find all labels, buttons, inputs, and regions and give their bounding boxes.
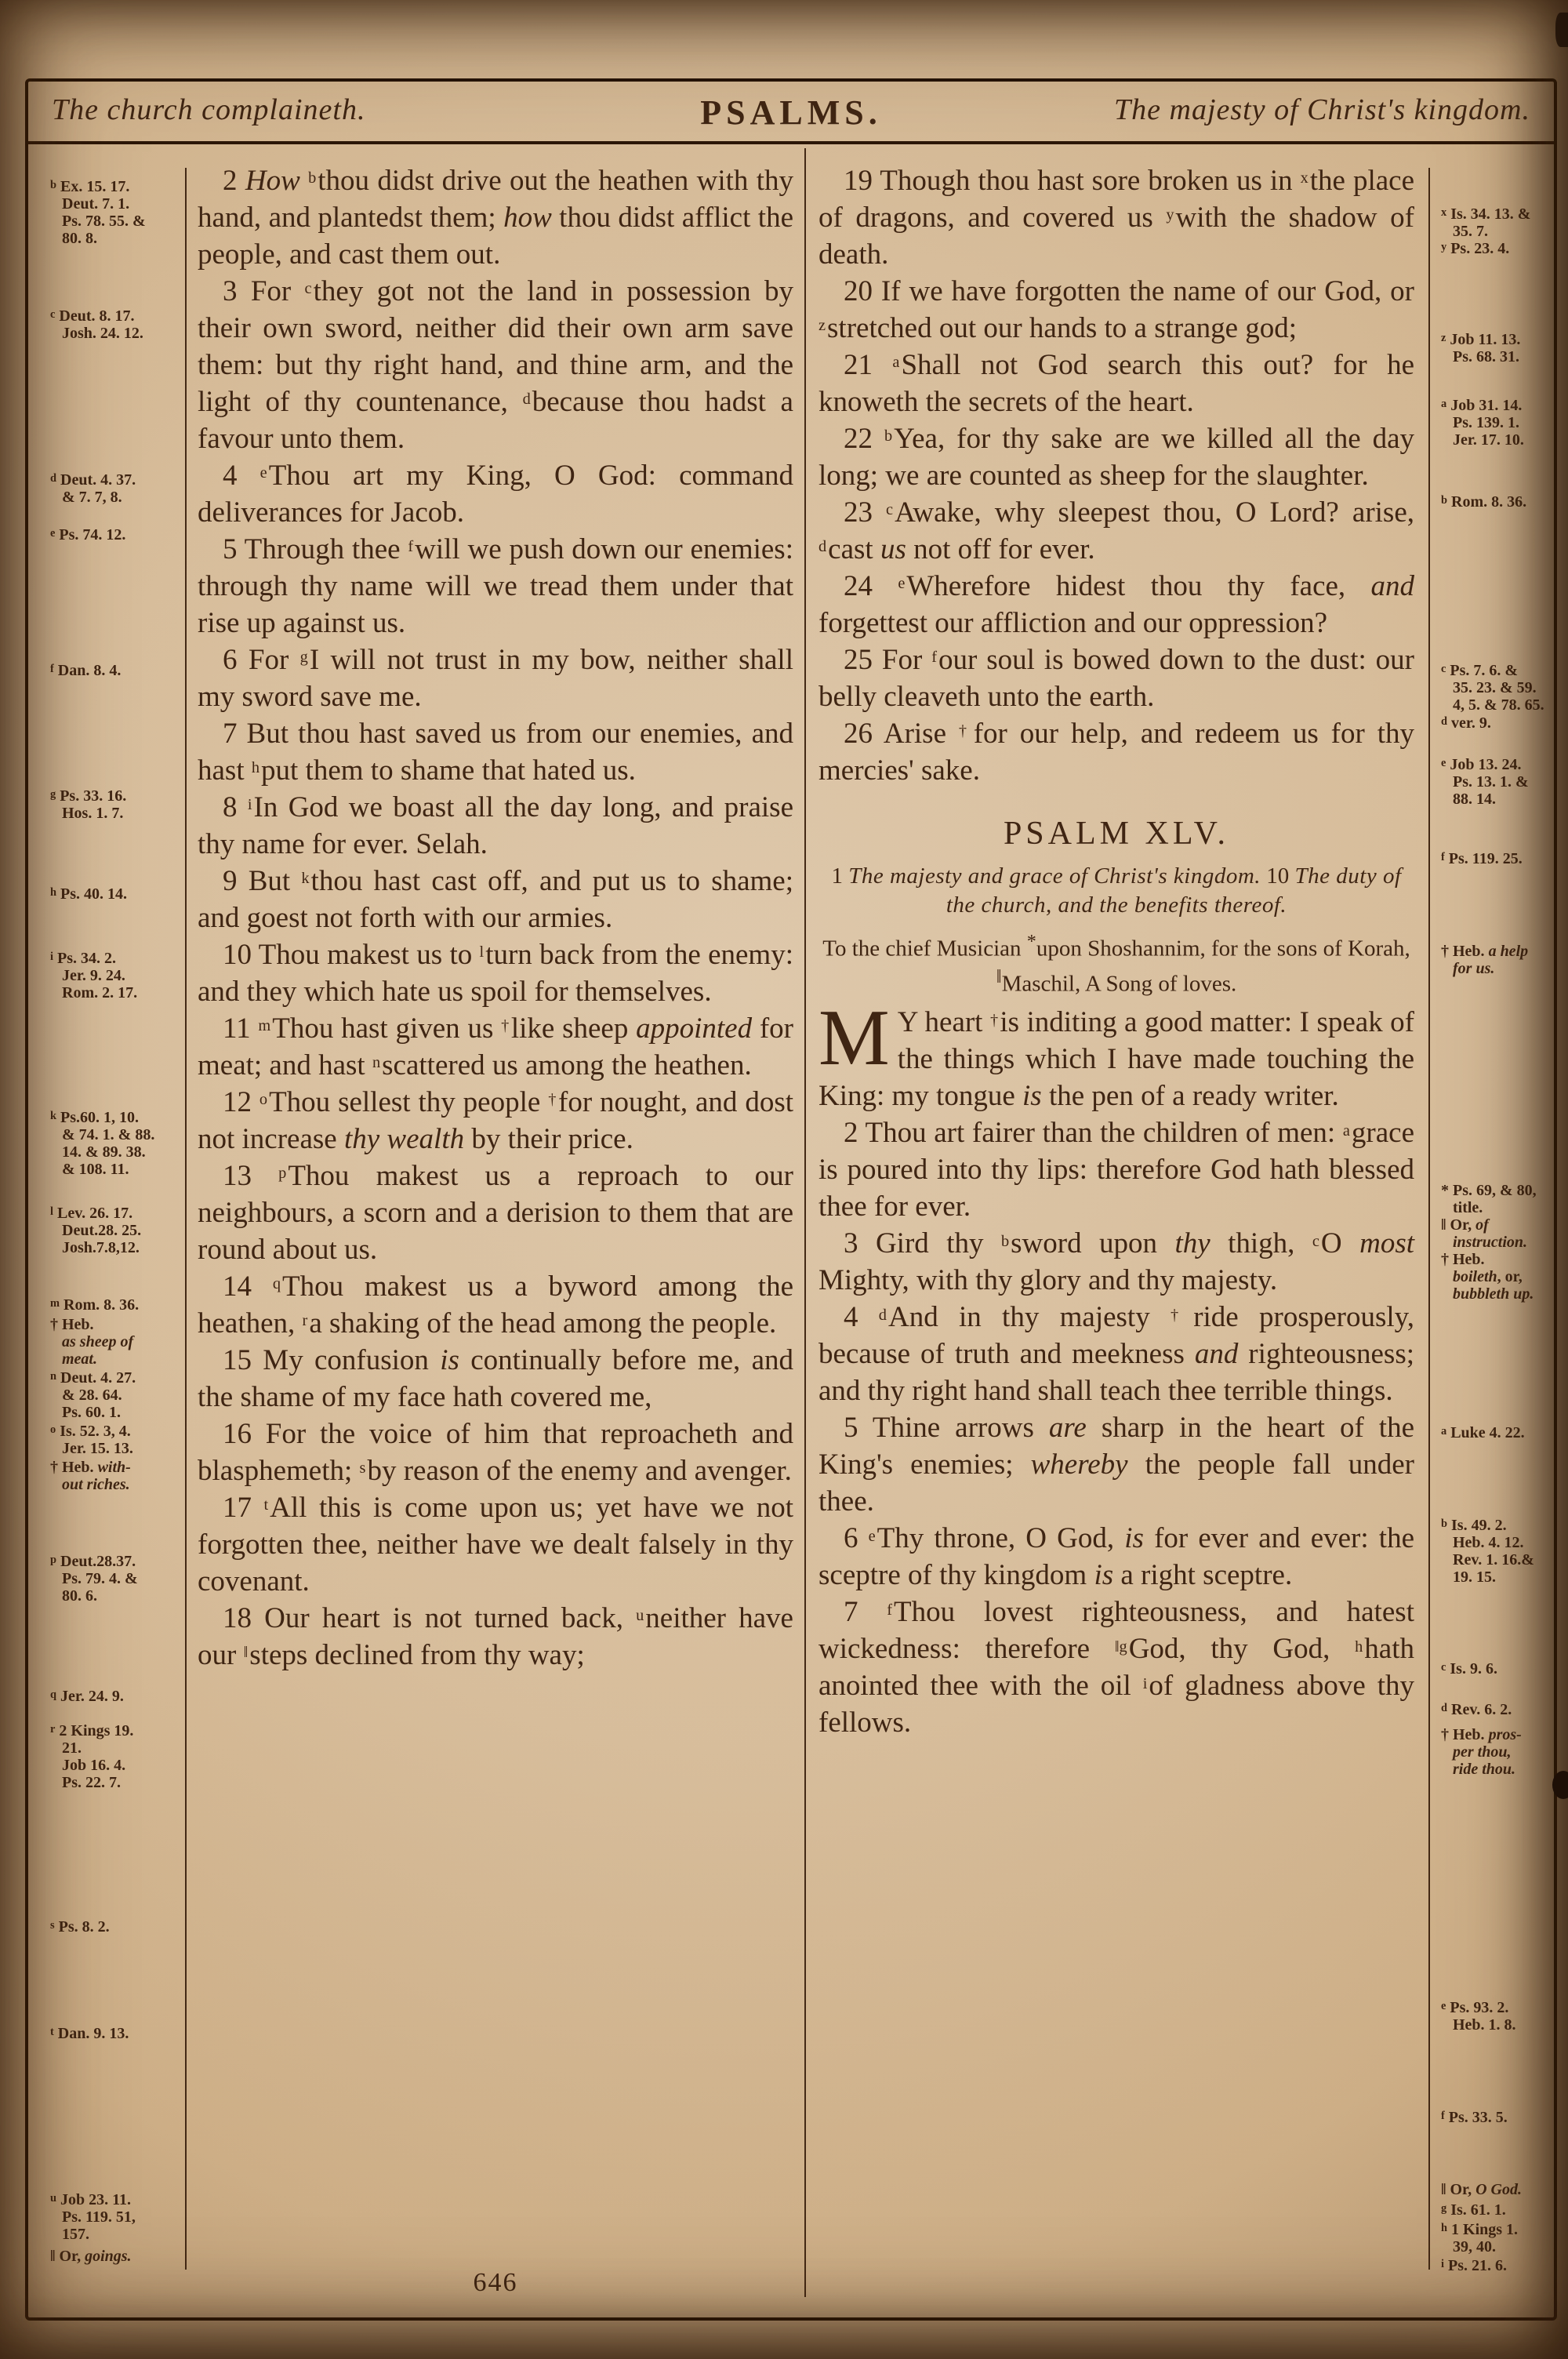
margin-note: $^c$ Is. 9. 6. <box>1441 1660 1497 1677</box>
margin-note: † Heb. with- out riches. <box>50 1459 131 1493</box>
margin-note: $^b$ Rom. 8. 36. <box>1441 493 1527 511</box>
verse: 3 Gird thy $^b$sword upon thy thigh, $^c$O most Mighty, with thy glory and thy majesty. <box>818 1227 1414 1297</box>
verse: 4 $^e$Thou art my King, O God: command deliverances for Jacob. <box>198 460 793 529</box>
margin-note: $^h$ Ps. 40. 14. <box>50 885 128 903</box>
psalm-45-inscription: To the chief Musician *upon Shoshannim, for the sons of Korah, ‖Maschil, A Song of loves. <box>822 931 1410 997</box>
margin-note: $^f$ Ps. 119. 25. <box>1441 850 1523 867</box>
verse: 2 Thou art fairer than the children of men: $^a$grace is poured into thy lips: therefore God hath blessed thee for ever. <box>818 1117 1414 1223</box>
margin-note: ‖ Or, of instruction. <box>1441 1216 1528 1251</box>
verse: 11 $^m$Thou hast given us †like sheep appointed for meat; and hast $^n$scattered us among the heathen. <box>198 1012 793 1081</box>
verse: 16 For the voice of him that reproacheth and blasphemeth; $^s$by reason of the enemy and avenger. <box>198 1418 793 1487</box>
margin-note: $^d$ Rev. 6. 2. <box>1441 1701 1512 1718</box>
psalm-45-heading: PSALM XLV. <box>1003 816 1230 852</box>
margin-note: $^c$ Deut. 8. 17. Josh. 24. 12. <box>50 307 143 342</box>
margin-note: $^l$ Lev. 26. 17. Deut.28. 25. Josh.7.8,12. <box>50 1205 142 1256</box>
margin-note: † Heb. boileth, or, bubbleth up. <box>1441 1251 1534 1303</box>
scripture-page <box>25 78 1557 2321</box>
column-rule-center <box>804 148 806 2297</box>
verse: 12 $^o$Thou sellest thy people †for nought, and dost not increase thy wealth by their price. <box>198 1086 793 1155</box>
verse: 5 Thine arrows are sharp in the heart of the King's enemies; whereby the people fall under thee. <box>818 1412 1415 1518</box>
column-rule-left <box>185 168 187 2270</box>
verse: 9 But $^k$thou hast cast off, and put us to shame; and goest not forth with our armies. <box>198 865 793 934</box>
verse: 26 Arise †for our help, and redeem us for thy mercies' sake. <box>818 718 1415 787</box>
margin-note: $^n$ Deut. 4. 27. & 28. 64. Ps. 60. 1. <box>50 1369 136 1421</box>
column-rule-right <box>1428 168 1430 2270</box>
margin-note: $^g$ Ps. 33. 16. Hos. 1. 7. <box>50 787 127 822</box>
margin-note: $^o$ Is. 52. 3, 4. Jer. 15. 13. <box>50 1423 133 1457</box>
margin-note: $^b$ Is. 49. 2. Heb. 4. 12. Rev. 1. 16.& 19. 15. <box>1441 1517 1534 1586</box>
margin-note: $^f$ Dan. 8. 4. <box>50 662 122 679</box>
margin-note: $^i$ Ps. 34. 2. Jer. 9. 24. Rom. 2. 17. <box>50 950 138 1001</box>
left-margin-column <box>50 148 185 2314</box>
verse: 22 $^b$Yea, for thy sake are we killed all the day long; we are counted as sheep for the slaughter. <box>818 423 1414 492</box>
verse: 19 Though thou hast sore broken us in $^x$the place of dragons, and covered us $^y$with the shadow of death. <box>818 165 1414 271</box>
verse: 7 $^f$Thou lovest righteousness, and hatest wickedness: therefore $^{‖g}$God, thy God, $^h$hath anointed thee with the oil $^i$of gladness above thy fellows. <box>818 1596 1414 1739</box>
verse: 21 $^a$Shall not God search this out? for he knoweth the secrets of the heart. <box>818 349 1414 418</box>
margin-note: † Heb. a help for us. <box>1441 943 1529 977</box>
margin-note: $^t$ Dan. 9. 13. <box>50 2025 129 2042</box>
margin-note: $^a$ Luke 4. 22. <box>1441 1424 1525 1441</box>
right-text-column <box>818 162 1414 1741</box>
margin-note: ‖ Or, O God. <box>1441 2181 1522 2198</box>
margin-note: $^q$ Jer. 24. 9. <box>50 1688 124 1705</box>
margin-note: $^m$ Rom. 8. 36. <box>50 1296 140 1314</box>
psalm-45-verses <box>818 1114 1414 1741</box>
running-header <box>28 82 1554 144</box>
running-head-right: The majesty of Christ's kingdom. <box>1114 93 1530 126</box>
right-margin-column <box>1441 148 1555 2314</box>
verse: 20 If we have forgotten the name of our God, or $^z$stretched out our hands to a strange god; <box>818 275 1414 344</box>
margin-note: $^i$ Ps. 21. 6. <box>1441 2257 1507 2274</box>
psalm-45-summary: 1 The majesty and grace of Christ's kingdom. 10 The duty of the church, and the benefits thereof. <box>831 863 1402 918</box>
page-number: 646 <box>473 2268 518 2297</box>
margin-note: $^e$ Ps. 74. 12. <box>50 526 126 543</box>
margin-note: $^f$ Ps. 33. 5. <box>1441 2109 1508 2126</box>
margin-note: $^e$ Job 13. 24. Ps. 13. 1. & 88. 14. <box>1441 756 1529 808</box>
margin-note: $^d$ ver. 9. <box>1441 714 1491 732</box>
verse: 24 $^e$Wherefore hidest thou thy face, and forgettest our affliction and our oppression? <box>818 570 1414 639</box>
margin-note: $^e$ Ps. 93. 2. Heb. 1. 8. <box>1441 1999 1516 2034</box>
margin-note: $^u$ Job 23. 11. Ps. 119. 51, 157. <box>50 2191 136 2243</box>
verse: 7 But thou hast saved us from our enemies, and hast $^h$put them to shame that hated us. <box>198 718 793 787</box>
verse: 14 $^q$Thou makest us a byword among the heathen, $^r$a shaking of the head among the people. <box>198 1270 794 1339</box>
margin-note: $^p$ Deut.28.37. Ps. 79. 4. & 80. 6. <box>50 1553 138 1605</box>
margin-note: $^d$ Deut. 4. 37. & 7. 7, 8. <box>50 471 136 506</box>
photo-blemish <box>1555 13 1568 47</box>
verse: 17 $^t$All this is come upon us; yet have we not forgotten thee, neither have we dealt falsely in thy covenant. <box>198 1492 793 1598</box>
margin-note: * Ps. 69, & 80, title. <box>1441 1182 1537 1216</box>
verse: 2 How $^b$thou didst drive out the heathen with thy hand, and plantedst them; how thou didst afflict the people, and cast them out. <box>198 165 793 271</box>
margin-note: ‖ Or, goings. <box>50 2248 132 2265</box>
photo-blemish <box>1552 1771 1568 1799</box>
verse: 3 For $^c$they got not the land in possession by their own sword, neither did their own arm save them: but thy right hand, and thine arm, and the light of thy countenance, $^d$because thou hadst a favour unto them. <box>198 275 793 455</box>
verse: 23 $^c$Awake, why sleepest thou, O Lord? arise, $^d$cast us not off for ever. <box>818 496 1414 565</box>
verse: 10 Thou makest us to $^l$turn back from the enemy: and they which hate us spoil for themselves. <box>198 939 793 1008</box>
drop-cap: M <box>818 994 890 1083</box>
margin-note: $^g$ Is. 61. 1. <box>1441 2201 1506 2219</box>
margin-note: $^y$ Ps. 23. 4. <box>1441 240 1510 257</box>
margin-note: $^c$ Ps. 7. 6. & 35. 23. & 59. 4, 5. & 78. 65. <box>1441 662 1544 714</box>
verse: 6 For $^g$I will not trust in my bow, neither shall my sword save me. <box>198 644 793 713</box>
margin-note: † Heb. pros- per thou, ride thou. <box>1441 1726 1522 1778</box>
margin-note: † Heb. as sheep of meat. <box>50 1316 134 1368</box>
page-content <box>28 148 1554 2314</box>
margin-note: $^x$ Is. 34. 13. & 35. 7. <box>1441 205 1531 240</box>
left-text-column <box>198 162 793 1674</box>
running-head-left: The church complaineth. <box>52 93 366 126</box>
margin-note: $^k$ Ps.60. 1, 10. & 74. 1. & 88. 14. & 89. 38. & 108. 11. <box>50 1109 155 1178</box>
verse: M Y heart †is inditing a good matter: I speak of the things which I have made touching the King: my tongue is the pen of a ready writer. <box>818 994 1414 1113</box>
verse: 15 My confusion is continually before me, and the shame of my face hath covered me, <box>198 1344 793 1413</box>
margin-note: $^r$ 2 Kings 19. 21. Job 16. 4. Ps. 22. 7. <box>50 1722 134 1791</box>
margin-note: $^h$ 1 Kings 1. 39, 40. <box>1441 2221 1519 2255</box>
margin-note: $^z$ Job 11. 13. Ps. 68. 31. <box>1441 331 1521 365</box>
verse: 13 $^p$Thou makest us a reproach to our neighbours, a scorn and a derision to them that are round about us. <box>198 1160 793 1266</box>
running-head-title: PSALMS. <box>700 93 882 132</box>
verse: 6 $^e$Thy throne, O God, is for ever and ever: the sceptre of thy kingdom is a right sceptre. <box>818 1522 1414 1592</box>
margin-note: $^a$ Job 31. 14. Ps. 139. 1. Jer. 17. 10. <box>1441 397 1524 449</box>
verse: 5 Through thee $^f$will we push down our enemies: through thy name will we tread them under that rise up against us. <box>198 533 793 639</box>
verse: 8 $^i$In God we boast all the day long, and praise thy name for ever. Selah. <box>198 791 793 860</box>
margin-note: $^s$ Ps. 8. 2. <box>50 1918 110 1936</box>
verse: 25 For $^f$our soul is bowed down to the dust: our belly cleaveth unto the earth. <box>818 644 1414 713</box>
margin-note: $^b$ Ex. 15. 17. Deut. 7. 1. Ps. 78. 55. & 80. 8. <box>50 178 146 247</box>
psalm-44-continued <box>818 162 1414 789</box>
verse: 4 $^d$And in thy majesty †ride prosperously, because of truth and meekness and righteousness; and thy right hand shall teach thee terrible things. <box>818 1301 1415 1408</box>
verse: 18 Our heart is not turned back, $^u$neither have our ‖steps declined from thy way; <box>198 1602 793 1671</box>
